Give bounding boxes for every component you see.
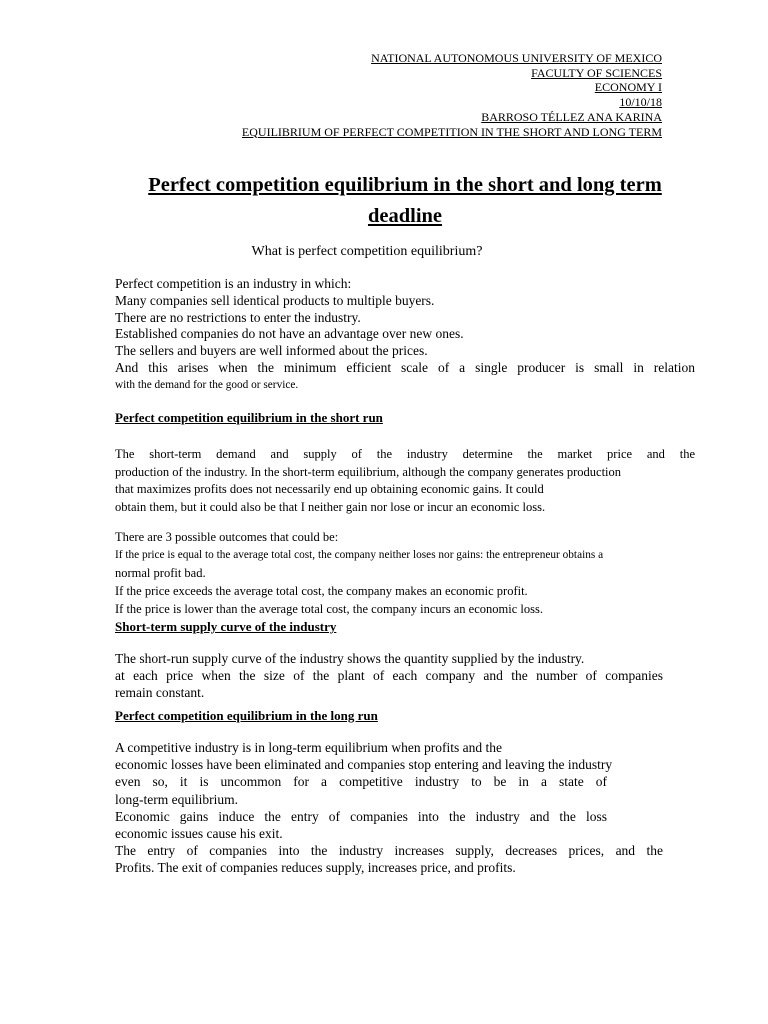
long-run-line: A competitive industry is in long-term equilibrium when profits and the bbox=[115, 740, 502, 755]
long-run-line: economic issues cause his exit. bbox=[115, 826, 283, 842]
long-run-line: Economic gains induce the entry of companies into the industry and the loss bbox=[115, 808, 607, 824]
supply-curve-line: The short-run supply curve of the industry shows the quantity supplied by the industry. bbox=[115, 651, 585, 666]
document-header bbox=[242, 51, 662, 139]
intro-line: And this arises when the minimum efficient scale of a single producer is small in relation bbox=[115, 359, 695, 375]
outcomes-list bbox=[115, 528, 695, 618]
header-university: NATIONAL AUTONOMOUS UNIVERSITY OF MEXICO bbox=[371, 51, 662, 65]
header-faculty: FACULTY OF SCIENCES bbox=[531, 65, 662, 80]
short-run-line: production of the industry. In the short-term equilibrium, although the company generates production bbox=[115, 464, 622, 479]
short-run-line: obtain them, but it could also be that I neither gain nor lose or incur an economic loss. bbox=[115, 499, 546, 514]
outcome-line: If the price is equal to the average total cost, the company neither loses nor gains: the entrepreneur obtains a bbox=[115, 549, 604, 561]
supply-curve-line: remain constant. bbox=[115, 685, 205, 701]
supply-curve-line: at each price when the size of the plant of each company and the number of companies bbox=[115, 668, 663, 684]
long-run-line: Profits. The exit of companies reduces supply, increases price, and profits. bbox=[115, 860, 516, 876]
header-topic: EQUILIBRIUM OF PERFECT COMPETITION IN THE SHORT AND LONG TERM bbox=[241, 124, 662, 139]
long-run-line: even so, it is uncommon for a competitive industry to be in a state of bbox=[115, 774, 607, 790]
long-run-paragraph bbox=[115, 739, 663, 877]
intro-line: Perfect competition is an industry in which: bbox=[115, 276, 352, 291]
long-run-line: The entry of companies into the industry increases supply, decreases prices, and the bbox=[115, 843, 663, 859]
intro-line: There are no restrictions to enter the industry. bbox=[115, 309, 361, 325]
header-date: 10/10/18 bbox=[619, 95, 662, 110]
question-line: What is perfect competition equilibrium? bbox=[251, 244, 483, 259]
intro-line: The sellers and buyers are well informed about the prices. bbox=[115, 343, 428, 359]
header-course: ECONOMY I bbox=[594, 80, 662, 95]
outcome-line: If the price is lower than the average total cost, the company incurs an economic loss. bbox=[115, 602, 543, 616]
short-run-line: that maximizes profits does not necessarily end up obtaining economic gains. It could bbox=[115, 482, 544, 497]
section-heading-short-run: Perfect competition equilibrium in the short run bbox=[115, 410, 383, 425]
intro-line: Established companies do not have an advantage over new ones. bbox=[115, 326, 464, 342]
intro-line: Many companies sell identical products to multiple buyers. bbox=[115, 292, 435, 308]
supply-curve-paragraph bbox=[115, 650, 663, 702]
outcome-line: There are 3 possible outcomes that could be: bbox=[115, 530, 339, 544]
header-author: BARROSO TÉLLEZ ANA KARINA bbox=[481, 109, 662, 124]
long-run-line: long-term equilibrium. bbox=[115, 791, 238, 807]
section-heading-long-run: Perfect competition equilibrium in the long run bbox=[115, 708, 378, 723]
page-title: Perfect competition equilibrium in the short and long term deadline bbox=[148, 174, 662, 227]
outcome-line: If the price exceeds the average total cost, the company makes an economic profit. bbox=[115, 584, 528, 598]
long-run-line: economic losses have been eliminated and companies stop entering and leaving the industry bbox=[115, 757, 613, 773]
intro-line: with the demand for the good or service. bbox=[115, 378, 299, 391]
short-run-line: The short-term demand and supply of the industry determine the market price and the bbox=[115, 447, 695, 461]
short-run-paragraph bbox=[115, 446, 695, 516]
outcome-line: normal profit bad. bbox=[115, 566, 206, 580]
section-heading-supply-curve: Short-term supply curve of the industry bbox=[115, 619, 337, 634]
intro-paragraph bbox=[115, 276, 695, 394]
